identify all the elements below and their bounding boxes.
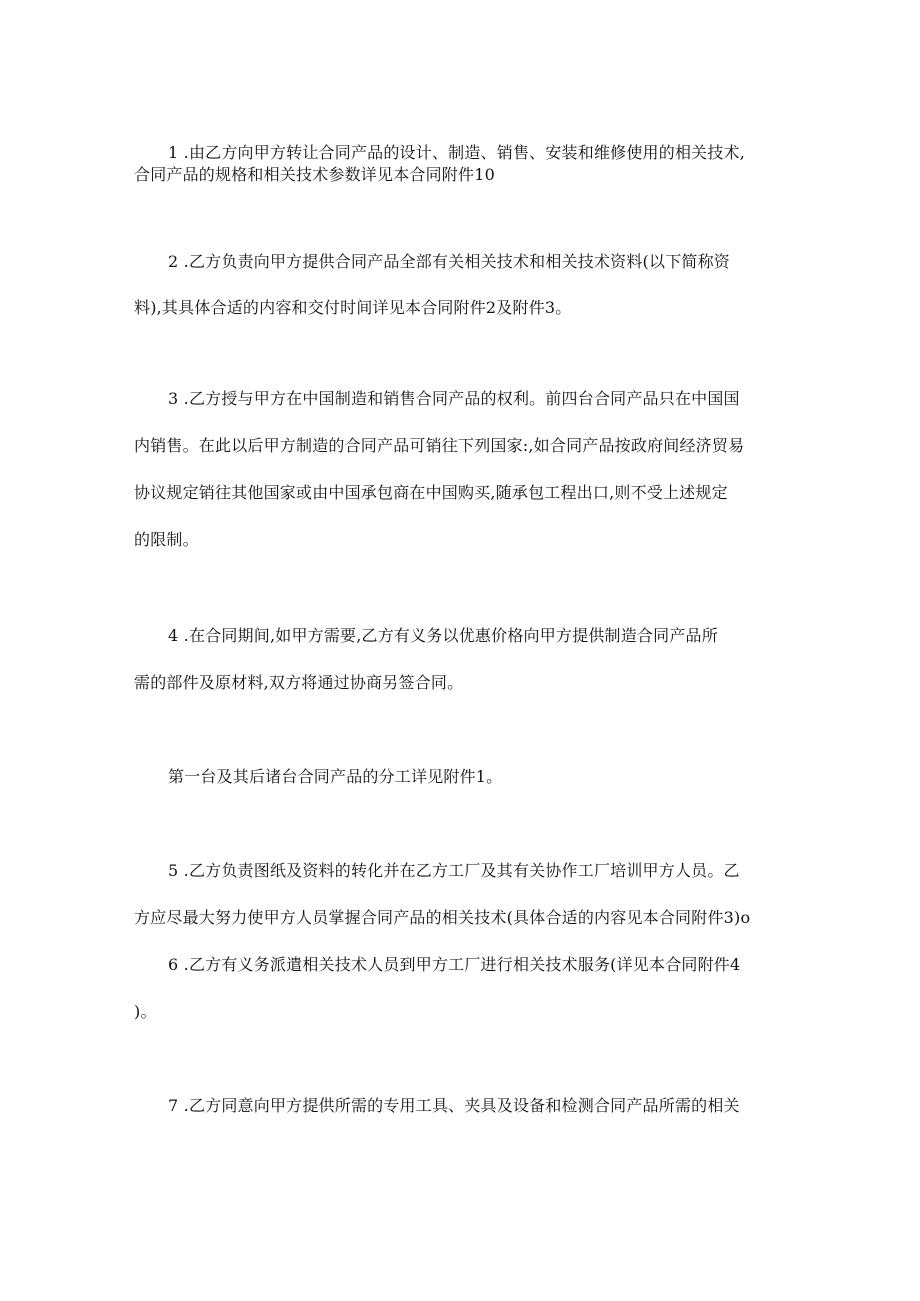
clause-3-line-1: 3 .乙方授与甲方在中国制造和销售合同产品的权利。前四台合同产品只在中国国 [168,389,740,408]
division-of-work-paragraph: 第一台及其后诸台合同产品的分工详见附件1。 [168,767,503,786]
clause-5-line-2: 方应尽最大努力使甲方人员掌握合同产品的相关技术(具体合适的内容见本合同附件3)o [134,908,751,927]
clause-4-line-2: 需的部件及原材料,双方将通过协商另签合同。 [134,673,464,692]
clause-3-line-3: 协议规定销往其他国家或由中国承包商在中国购买,随承包工程出口,则不受上述规定 [134,483,728,502]
clause-1-line-2: 合同产品的规格和相关技术参数详见本合同附件10 [134,165,495,184]
clause-4-line-1: 4 .在合同期间,如甲方需要,乙方有义务以优惠价格向甲方提供制造合同产品所 [168,626,718,645]
clause-1-line-1: 1 .由乙方向甲方转让合同产品的设计、制造、销售、安装和维修使用的相关技术, [168,143,746,162]
clause-3-line-4: 的限制。 [134,530,199,549]
clause-6-line-1: 6 .乙方有义务派遣相关技术人员到甲方工厂进行相关技术服务(详见本合同附件4 [168,955,741,974]
clause-6-line-2: )。 [134,1002,157,1021]
clause-2-line-2: 料),其具体合适的内容和交付时间详见本合同附件2及附件3。 [134,298,572,317]
clause-7-line-1: 7 .乙方同意向甲方提供所需的专用工具、夹具及设备和检测合同产品所需的相关 [168,1096,740,1115]
clause-2-line-1: 2 .乙方负责向甲方提供合同产品全部有关相关技术和相关技术资料(以下简称资 [168,252,730,271]
clause-3-line-2: 内销售。在此以后甲方制造的合同产品可销往下列国家:,如合同产品按政府间经济贸易 [134,436,745,455]
clause-5-line-1: 5 .乙方负责图纸及资料的转化并在乙方工厂及其有关协作工厂培训甲方人员。乙 [168,861,740,880]
